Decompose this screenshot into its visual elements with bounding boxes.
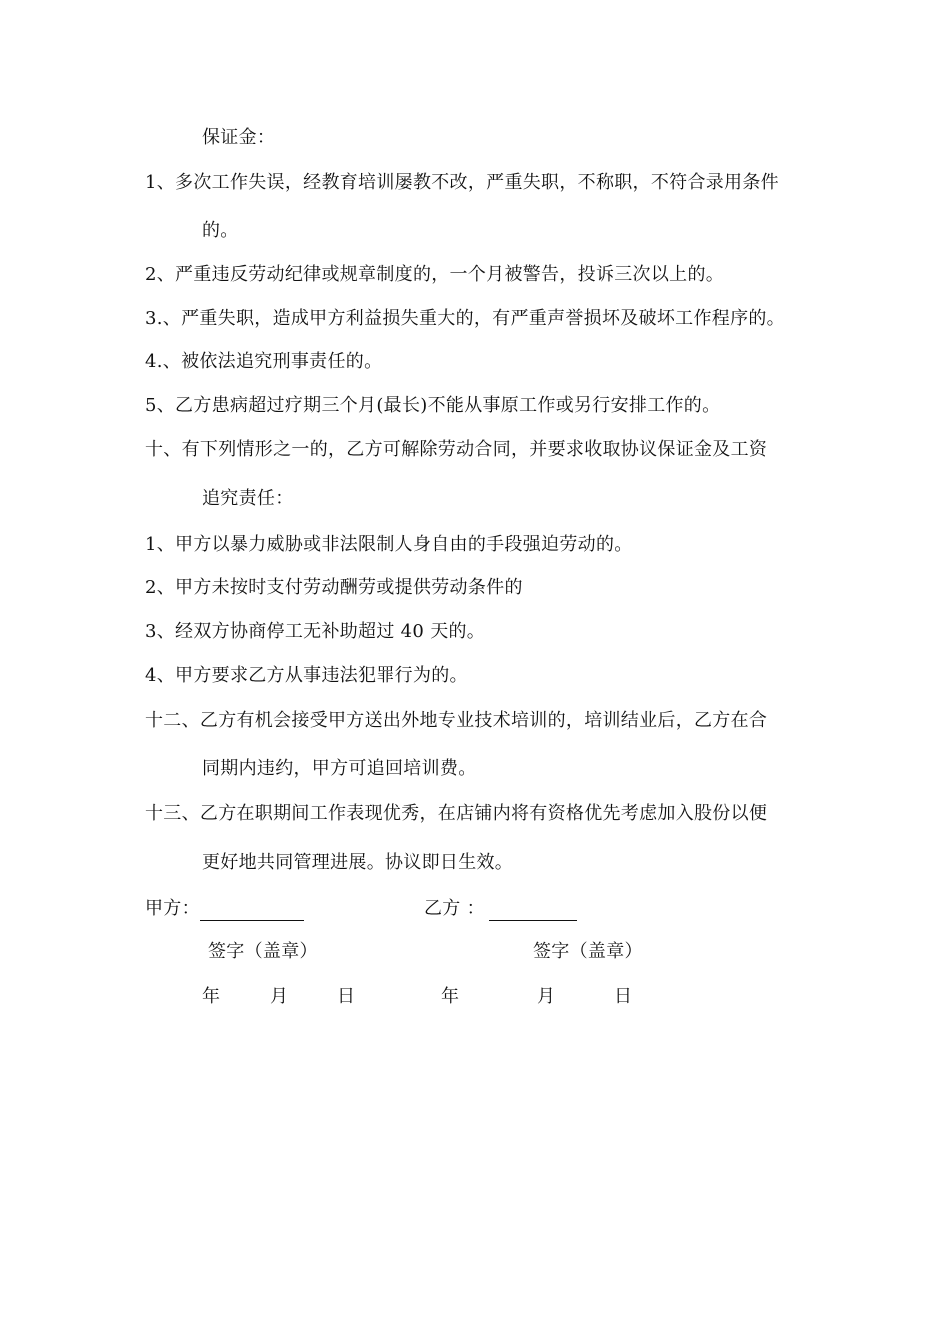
text-line: 同期内违约，甲方可追回培训费。 (202, 758, 477, 779)
text-line: 1、甲方以暴力威胁或非法限制人身自由的手段强迫劳动的。 (145, 534, 633, 555)
party-b-signature (424, 897, 577, 921)
party-a-label: 甲方： (145, 898, 200, 919)
text-line: 十、有下列情形之一的，乙方可解除劳动合同，并要求收取协议保证金及工资 (145, 439, 768, 460)
party-a-signature (145, 897, 304, 921)
party-a-signature-line (200, 902, 304, 921)
party-b-month: 月 (537, 986, 556, 1007)
party-a-day: 日 (337, 986, 356, 1007)
text-line: 3、经双方协商停工无补助超过 40 天的。 (145, 621, 486, 642)
party-b-label: 乙方 ： (424, 898, 485, 919)
text-line: 2、甲方未按时支付劳动酬劳或提供劳动条件的 (145, 577, 523, 598)
text-line: 2、严重违反劳动纪律或规章制度的，一个月被警告，投诉三次以上的。 (145, 264, 725, 285)
party-b-seal-label: 签字（盖章） (533, 941, 643, 962)
text-line: 更好地共同管理进展。协议即日生效。 (202, 852, 514, 873)
party-a-year: 年 (202, 986, 221, 1007)
text-line: 1、多次工作失误，经教育培训屡教不改，严重失职，不称职，不符合录用条件 (145, 172, 779, 193)
party-b-signature-line (489, 902, 577, 921)
text-line: 十三、乙方在职期间工作表现优秀，在店铺内将有资格优先考虑加入股份以便 (145, 803, 768, 824)
text-line: 4.、被依法追究刑事责任的。 (145, 351, 383, 372)
text-line: 3.、严重失职，造成甲方利益损失重大的，有严重声誉损坏及破坏工作程序的。 (145, 308, 785, 329)
text-line: 的。 (202, 220, 239, 241)
party-b-day: 日 (614, 986, 633, 1007)
party-b-year: 年 (441, 986, 460, 1007)
text-line: 十二、乙方有机会接受甲方送出外地专业技术培训的，培训结业后，乙方在合 (145, 710, 768, 731)
party-a-month: 月 (270, 986, 289, 1007)
text-line: 保证金： (202, 127, 276, 148)
text-line: 4、甲方要求乙方从事违法犯罪行为的。 (145, 665, 468, 686)
party-a-seal-label: 签字（盖章） (208, 941, 318, 962)
text-line: 追究责任： (202, 488, 294, 509)
text-line: 5、乙方患病超过疗期三个月(最长)不能从事原工作或另行安排工作的。 (145, 395, 721, 416)
